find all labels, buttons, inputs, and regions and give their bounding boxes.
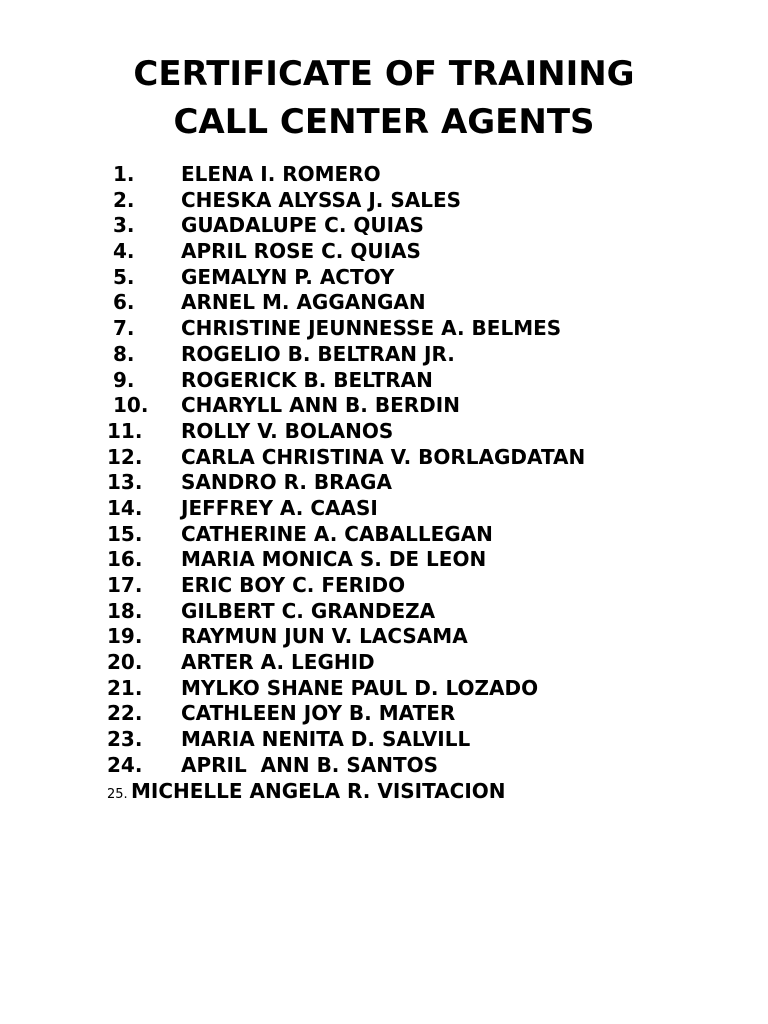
- list-item: [0, 650, 768, 676]
- agent-name: CATHLEEN JOY B. MATER: [181, 701, 456, 726]
- agent-name: GUADALUPE C. QUIAS: [181, 213, 424, 238]
- agent-name: CHARYLL ANN B. BERDIN: [181, 393, 460, 418]
- list-item: [0, 547, 768, 573]
- document-subtitle: CALL CENTER AGENTS: [173, 102, 595, 142]
- list-item: [0, 265, 768, 291]
- list-item: [0, 676, 768, 702]
- list-item: [0, 368, 768, 394]
- list-item: [0, 316, 768, 342]
- list-item: [0, 522, 768, 548]
- list-item: [0, 496, 768, 522]
- agent-name: SANDRO R. BRAGA: [181, 470, 392, 495]
- list-item: [0, 573, 768, 599]
- list-number: 24.: [107, 752, 143, 777]
- list-item: [0, 239, 768, 265]
- list-item: [0, 162, 768, 188]
- list-item: [0, 188, 768, 214]
- list-number: 15.: [107, 521, 143, 546]
- list-number: 7.: [113, 316, 135, 341]
- agent-name: ELENA I. ROMERO: [181, 162, 381, 186]
- list-number: 18.: [107, 598, 143, 623]
- agent-name: CARLA CHRISTINA V. BORLAGDATAN: [181, 444, 586, 469]
- list-number: 22.: [107, 701, 143, 726]
- list-number: 5.: [113, 264, 135, 289]
- list-number: 19.: [107, 624, 143, 649]
- agent-list: [0, 162, 768, 804]
- agent-name: ARTER A. LEGHID: [181, 650, 375, 675]
- list-number: 12.: [107, 444, 143, 469]
- agent-name: ROLLY V. BOLANOS: [181, 418, 394, 443]
- agent-name: APRIL ROSE C. QUIAS: [181, 239, 421, 264]
- list-number: 21.: [107, 675, 143, 700]
- agent-name: MICHELLE ANGELA R. VISITACION: [131, 778, 506, 803]
- agent-name: ROGELIO B. BELTRAN JR.: [181, 341, 455, 366]
- agent-name: CATHERINE A. CABALLEGAN: [181, 521, 493, 546]
- list-number: 9.: [113, 367, 135, 392]
- list-item: [0, 290, 768, 316]
- agent-name: MYLKO SHANE PAUL D. LOZADO: [181, 675, 539, 700]
- list-item: [0, 393, 768, 419]
- agent-name: CHRISTINE JEUNNESSE A. BELMES: [181, 316, 562, 341]
- list-item: [0, 599, 768, 625]
- document-title: CERTIFICATE OF TRAINING: [133, 54, 635, 94]
- list-item: [0, 213, 768, 239]
- agent-name: CHESKA ALYSSA J. SALES: [181, 187, 462, 212]
- agent-name: ERIC BOY C. FERIDO: [181, 573, 406, 597]
- agent-name: MARIA MONICA S. DE LEON: [181, 547, 487, 572]
- list-number: 8.: [113, 341, 135, 366]
- list-number: 10.: [113, 393, 149, 418]
- list-number: 2.: [113, 187, 135, 212]
- list-item: [0, 470, 768, 496]
- list-number: 25.: [107, 786, 128, 802]
- list-item: [0, 419, 768, 445]
- list-number: 16.: [107, 547, 143, 572]
- list-number: 11.: [107, 418, 143, 443]
- list-number: 1.: [113, 162, 135, 186]
- agent-name: ARNEL M. AGGANGAN: [181, 290, 426, 315]
- list-item: [0, 779, 768, 805]
- list-number: 6.: [113, 290, 135, 315]
- agent-name: ROGERICK B. BELTRAN: [181, 367, 433, 392]
- list-number: 13.: [107, 470, 143, 495]
- list-item: [0, 753, 768, 779]
- list-item: [0, 445, 768, 471]
- agent-name: APRIL ANN B. SANTOS: [181, 752, 439, 777]
- list-number: 4.: [113, 239, 135, 264]
- list-number: 20.: [107, 650, 143, 675]
- list-item: [0, 727, 768, 753]
- list-number: 14.: [107, 495, 143, 520]
- list-item: [0, 342, 768, 368]
- agent-name: GEMALYN P. ACTOY: [181, 264, 395, 289]
- agent-name: MARIA NENITA D. SALVILL: [181, 727, 471, 752]
- list-number: 17.: [107, 573, 143, 597]
- agent-name: RAYMUN JUN V. LACSAMA: [181, 624, 468, 649]
- list-item: [0, 701, 768, 727]
- list-number: 3.: [113, 213, 135, 238]
- agent-name: GILBERT C. GRANDEZA: [181, 598, 436, 623]
- agent-name: JEFFREY A. CAASI: [181, 495, 378, 520]
- list-item: [0, 624, 768, 650]
- list-number: 23.: [107, 727, 143, 752]
